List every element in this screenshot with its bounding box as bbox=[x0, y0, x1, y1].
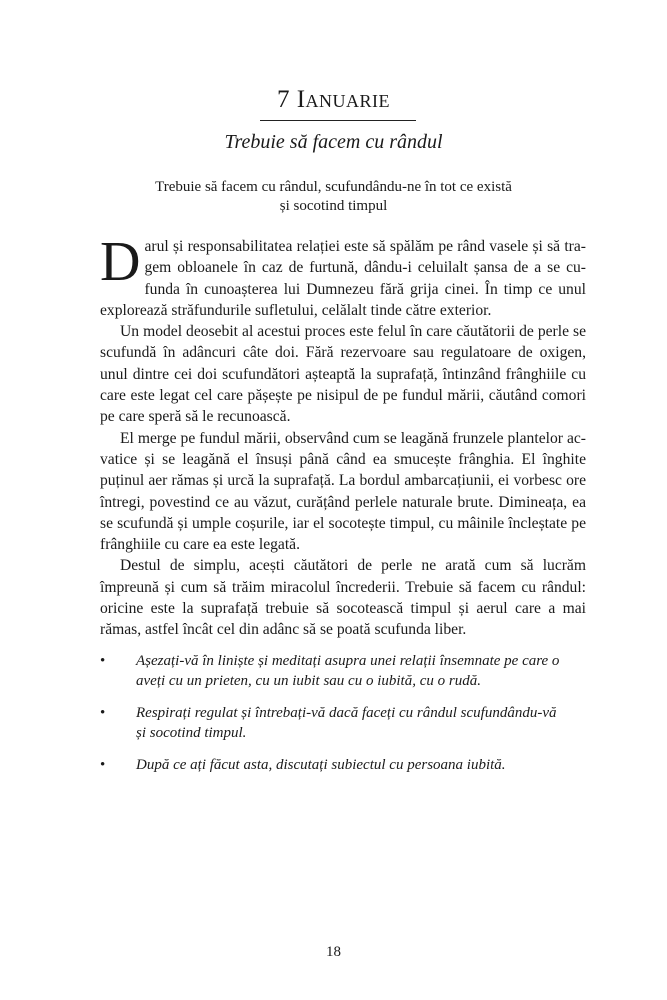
list-item bbox=[100, 703, 570, 743]
paragraph: Un model deosebit al acestui proces este felul în care căutătorii de perle se scufundă în adâncuri câte doi. Fără rezervoare sau regulatoare de oxigen, unul dintre cei doi scufundători așteaptă la suprafață, întinzând frânghiile cu care este legat cel care pășește pe nisipul de pe fundul mării, căutând comori pe care speră să le recunoască. bbox=[100, 323, 586, 426]
paragraph-text: arul și responsabilitatea relației este să spălăm pe rând vasele și să tragem obloanele în caz de furtună, dându-i celuilalt șansa de a se cufunda în cunoașterea lui Dumnezeu fără grija cinei. În timp ce unul explorează străfundurile sufletului, celălalt tinde către exterior. bbox=[100, 238, 586, 319]
paragraph bbox=[100, 231, 586, 321]
entry-title: Trebuie să facem cu rândul bbox=[224, 131, 443, 153]
bullet-marker: • bbox=[100, 757, 106, 773]
paragraph: Destul de simplu, acești căutători de perle ne arată cum să lucrăm împreună și cum să trăim miracolul încrederii. Trebuie să facem cu rândul: oricine este la suprafață trebuie să socotească timpul și aerul care a mai rămas, astfel încât cel din adânc să se poată scufunda liber. bbox=[100, 557, 586, 639]
list-item-text: Așezați-vă în liniște și meditați asupra unei relații însemnate pe care o aveți cu un prieten, cu un iubit sau cu o iubită, cu o rudă. bbox=[136, 653, 560, 689]
epigraph bbox=[130, 178, 537, 216]
bullet-marker: • bbox=[100, 705, 106, 721]
list-item-text: Respirați regulat și întrebați-vă dacă faceți cu rândul scufundându-vă și socotind timpul. bbox=[136, 705, 557, 741]
drop-cap: D bbox=[100, 231, 141, 293]
body-text bbox=[100, 231, 586, 641]
page-number: 18 bbox=[326, 944, 341, 960]
bullet-marker: • bbox=[100, 653, 106, 669]
entry-date: 7 Ianuarie bbox=[276, 86, 391, 113]
list-item-text: După ce ați făcut asta, discutați subiectul cu persoana iubită. bbox=[136, 757, 506, 773]
epigraph-line: și socotind timpul bbox=[279, 198, 388, 214]
paragraph: El merge pe fundul mării, observând cum se leagănă frunzele plantelor acvatice și se leagănă el însuși până când ea smucește frânghia. El înghite puținul aer rămas și urcă la suprafață. La bordul ambarcațiunii, ei vorbesc ore întregi, povestind ce au văzut, curățând perlele naturale brute. Dimineața, ea se scufundă și umple coșurile, iar el socotește timpul, cu mâinile încleștate pe frânghiile cu care ea este legată. bbox=[100, 429, 586, 554]
exercise-list bbox=[100, 651, 570, 787]
list-item bbox=[100, 651, 570, 691]
epigraph-line: Trebuie să facem cu rândul, scufundându-ne în tot ce există bbox=[155, 179, 512, 195]
title-divider bbox=[260, 120, 416, 121]
list-item bbox=[100, 755, 570, 775]
